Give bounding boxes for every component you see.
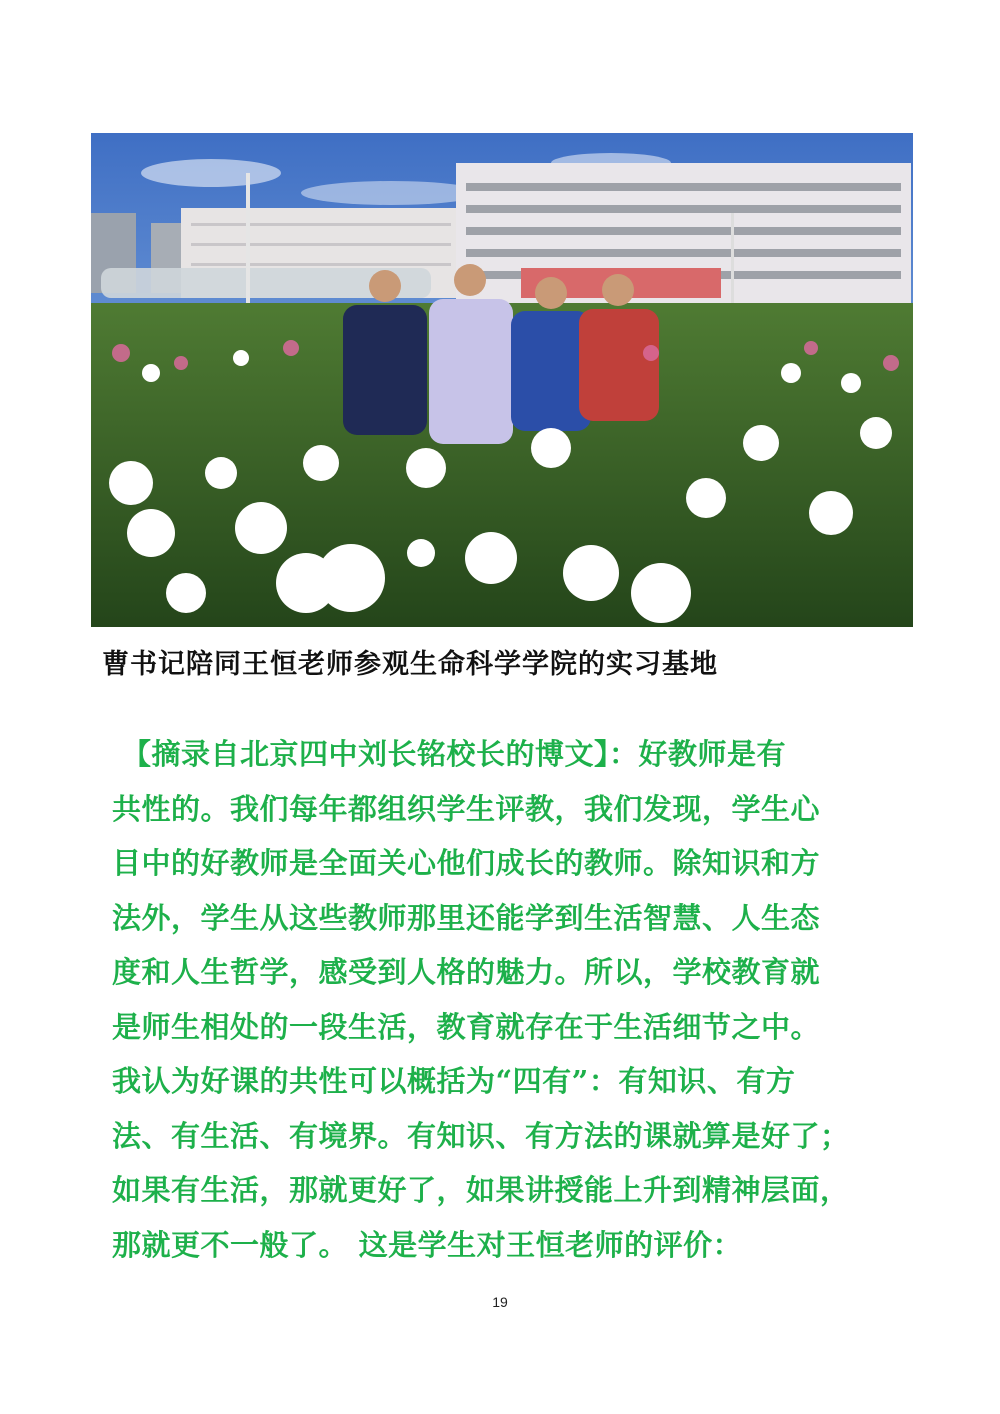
excerpt-paragraph xyxy=(112,732,902,1277)
photo-illustration xyxy=(91,133,913,627)
page-number: 19 xyxy=(492,1294,508,1310)
paragraph-line: 目中的好教师是全面关心他们成长的教师。除知识和方 xyxy=(112,846,821,880)
photo-caption: 曹书记陪同王恒老师参观生命科学学院的实习基地 xyxy=(102,649,718,680)
paragraph-line: 【摘录自北京四中刘长铭校长的博文】：好教师是有 xyxy=(122,737,787,771)
paragraph-line: 法外，学生从这些教师那里还能学到生活智慧、人生态 xyxy=(112,900,821,935)
paragraph-line: 如果有生活，那就更好了，如果讲授能上升到精神层面， xyxy=(112,1173,850,1207)
paragraph-line: 度和人生哲学，感受到人格的魅力。所以，学校教育就 xyxy=(112,955,821,989)
paragraph-line: 那就更不一般了。 这是学生对王恒老师的评价： xyxy=(112,1227,743,1262)
paragraph-line: 是师生相处的一段生活，教育就存在于生活细节之中。 xyxy=(112,1009,821,1044)
paragraph-line: 法、有生活、有境界。有知识、有方法的课就算是好了； xyxy=(112,1118,850,1153)
paragraph-line: 共性的。我们每年都组织学生评教，我们发现，学生心 xyxy=(112,791,821,826)
paragraph-line: 我认为好课的共性可以概括为“四有”：有知识、有方 xyxy=(112,1064,796,1098)
photo-garden-group xyxy=(91,133,913,627)
